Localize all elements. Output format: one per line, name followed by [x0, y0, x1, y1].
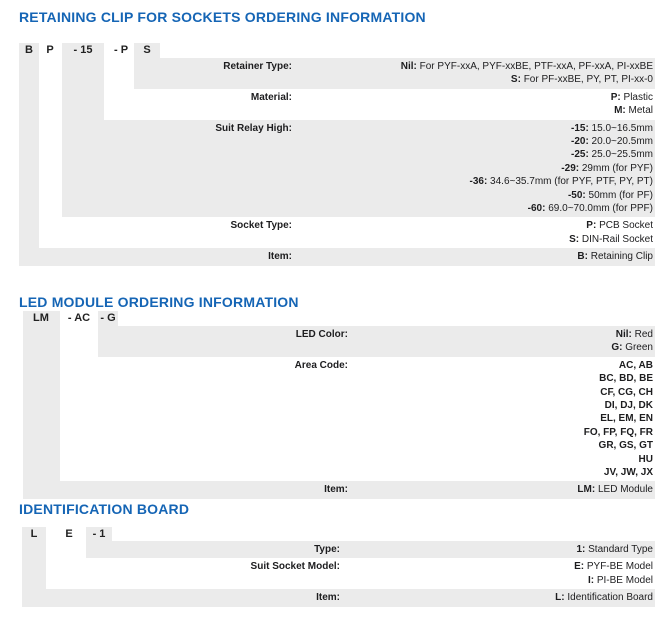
- spec-value-text: Metal: [625, 105, 653, 117]
- spec-label: Type:: [314, 544, 340, 555]
- spec-value-code: GR, GS, GT: [598, 440, 653, 452]
- spec-value-line: [348, 483, 653, 496]
- spec-value-code: Nil:: [615, 329, 632, 340]
- ordering-code: P: [46, 44, 54, 56]
- spec-row: [58, 558, 655, 589]
- spec-label: Socket Type:: [230, 220, 292, 232]
- spec-value-code: AC, AB: [618, 359, 653, 371]
- spec-value-code: -25:: [570, 149, 589, 161]
- ordering-code-diagram: [0, 527, 671, 607]
- spec-value-code: DI, DJ, DK: [604, 399, 653, 411]
- spec-value-line: [292, 202, 653, 215]
- spec-value-line: [292, 122, 653, 135]
- spec-values: [340, 543, 655, 556]
- spec-label: Item:: [268, 251, 292, 263]
- code-connector-column: [23, 311, 60, 499]
- spec-value-text: For PYF-xxA, PYF-xxBE, PTF-xxA, PF-xxA, PI-xxBE: [416, 61, 653, 72]
- spec-value-line: [292, 60, 653, 73]
- ordering-code: - 15: [73, 44, 93, 56]
- spec-value-line: [292, 175, 653, 188]
- ordering-code: - P: [113, 44, 129, 56]
- spec-label: Item:: [316, 592, 340, 604]
- spec-value-text: PYF-BE Model: [584, 561, 653, 573]
- spec-row: [66, 357, 655, 482]
- spec-value-code: -15:: [570, 122, 589, 134]
- spec-value-text: 69.0~70.0mm (for PPF): [545, 202, 653, 214]
- spec-row: [86, 541, 655, 558]
- spec-value-code: -29:: [561, 162, 580, 174]
- spec-value-code: JV, JW, JX: [603, 466, 653, 478]
- spec-value-line: [292, 250, 653, 263]
- spec-value-line: [348, 466, 653, 479]
- spec-value-line: [292, 148, 653, 161]
- spec-value-code: P:: [586, 220, 597, 232]
- spec-row: [19, 248, 655, 265]
- spec-value-code: FO, FP, FQ, FR: [583, 426, 653, 438]
- spec-value-text: 50mm (for PF): [585, 189, 653, 201]
- spec-value-code: S:: [569, 233, 580, 245]
- spec-values: [348, 359, 655, 480]
- ordering-code: B: [25, 44, 33, 56]
- spec-values: [292, 250, 655, 263]
- spec-values: [292, 122, 655, 216]
- spec-value-text: Green: [622, 342, 653, 354]
- spec-value-code: BC, BD, BE: [599, 373, 653, 385]
- spec-value-text: Red: [631, 329, 653, 340]
- spec-value-code: P:: [610, 91, 621, 103]
- spec-value-text: Standard Type: [585, 544, 653, 555]
- spec-value-code: L:: [555, 592, 565, 604]
- spec-value-code: HU: [638, 453, 653, 465]
- code-connector-column: [19, 43, 39, 266]
- spec-row: [62, 120, 655, 218]
- spec-value-line: [348, 453, 653, 466]
- spec-label: Item:: [324, 484, 348, 496]
- section-title: LED MODULE ORDERING INFORMATION: [19, 294, 299, 310]
- spec-value-line: [292, 189, 653, 202]
- spec-value-line: [340, 574, 653, 587]
- spec-value-text: 25.0~25.5mm: [588, 149, 653, 161]
- spec-value-text: Identification Board: [564, 592, 653, 604]
- spec-value-text: For PF-xxBE, PY, PT, PI-xx-0: [520, 74, 653, 86]
- spec-value-line: [292, 233, 653, 246]
- spec-value-line: [292, 104, 653, 117]
- spec-value-line: [348, 439, 653, 452]
- spec-value-line: [348, 359, 653, 372]
- spec-value-line: [340, 543, 653, 556]
- spec-value-text: DIN-Rail Socket: [579, 233, 653, 245]
- spec-label: Material:: [250, 91, 292, 103]
- spec-value-code: E:: [574, 561, 585, 573]
- ordering-code-diagram: [0, 43, 671, 266]
- spec-value-text: LED Module: [595, 484, 653, 496]
- spec-values: [292, 219, 655, 246]
- spec-values: [340, 591, 655, 604]
- spec-value-line: [292, 219, 653, 232]
- ordering-code: S: [143, 44, 151, 56]
- spec-values: [348, 483, 655, 496]
- spec-row: [98, 326, 655, 357]
- ordering-code: L: [30, 528, 38, 540]
- spec-value-line: [348, 328, 653, 341]
- spec-value-text: 20.0~20.5mm: [588, 135, 653, 147]
- spec-row: [134, 58, 655, 89]
- spec-values: [348, 328, 655, 355]
- spec-value-code: -20:: [570, 135, 589, 147]
- spec-label: Retainer Type:: [223, 61, 292, 72]
- ordering-code: E: [65, 528, 73, 540]
- spec-row: [23, 481, 655, 498]
- spec-value-text: Retaining Clip: [587, 251, 653, 263]
- spec-value-text: 29mm (for PYF): [579, 162, 653, 174]
- spec-value-code: I:: [587, 574, 595, 586]
- ordering-code: - AC: [67, 312, 91, 324]
- spec-value-line: [340, 591, 653, 604]
- spec-values: [340, 560, 655, 587]
- spec-value-line: [348, 412, 653, 425]
- spec-value-line: [292, 91, 653, 104]
- spec-value-code: LM:: [577, 484, 596, 496]
- spec-row: [106, 89, 655, 120]
- spec-value-code: G:: [611, 342, 623, 354]
- spec-value-code: -50:: [567, 189, 586, 201]
- spec-label: Suit Relay High:: [215, 122, 292, 134]
- spec-values: [292, 60, 655, 87]
- spec-value-code: -60:: [527, 202, 546, 214]
- spec-row: [44, 217, 655, 248]
- spec-value-line: [292, 73, 653, 86]
- spec-label: Suit Socket Model:: [250, 561, 340, 573]
- spec-row: [22, 589, 655, 606]
- section-title: RETAINING CLIP FOR SOCKETS ORDERING INFORMATION: [19, 9, 426, 25]
- spec-value-line: [292, 135, 653, 148]
- ordering-code: - 1: [92, 528, 106, 540]
- section-title: IDENTIFICATION BOARD: [19, 501, 190, 517]
- spec-value-text: 15.0~16.5mm: [588, 122, 653, 134]
- spec-value-line: [348, 386, 653, 399]
- spec-value-line: [292, 162, 653, 175]
- spec-value-code: -36:: [469, 176, 488, 188]
- spec-value-code: CF, CG, CH: [600, 386, 653, 398]
- spec-value-code: B:: [577, 251, 588, 263]
- spec-value-text: PCB Socket: [596, 220, 653, 232]
- ordering-code: - G: [100, 312, 116, 324]
- spec-value-text: Plastic: [620, 91, 653, 103]
- spec-value-line: [348, 372, 653, 385]
- ordering-code: LM: [33, 312, 49, 324]
- ordering-code-diagram: [0, 311, 671, 499]
- spec-value-code: EL, EM, EN: [600, 413, 653, 425]
- spec-value-code: Nil:: [400, 61, 417, 72]
- spec-value-code: 1:: [576, 544, 586, 555]
- spec-value-line: [340, 560, 653, 573]
- spec-value-code: M:: [614, 105, 626, 117]
- spec-value-line: [348, 426, 653, 439]
- spec-label: Area Code:: [294, 359, 348, 371]
- spec-label: LED Color:: [295, 329, 348, 340]
- spec-value-line: [348, 341, 653, 354]
- spec-value-text: PI-BE Model: [594, 574, 653, 586]
- spec-values: [292, 91, 655, 118]
- spec-value-line: [348, 399, 653, 412]
- spec-value-text: 34.6~35.7mm (for PYF, PTF, PY, PT): [487, 176, 653, 188]
- spec-value-code: S:: [510, 74, 521, 86]
